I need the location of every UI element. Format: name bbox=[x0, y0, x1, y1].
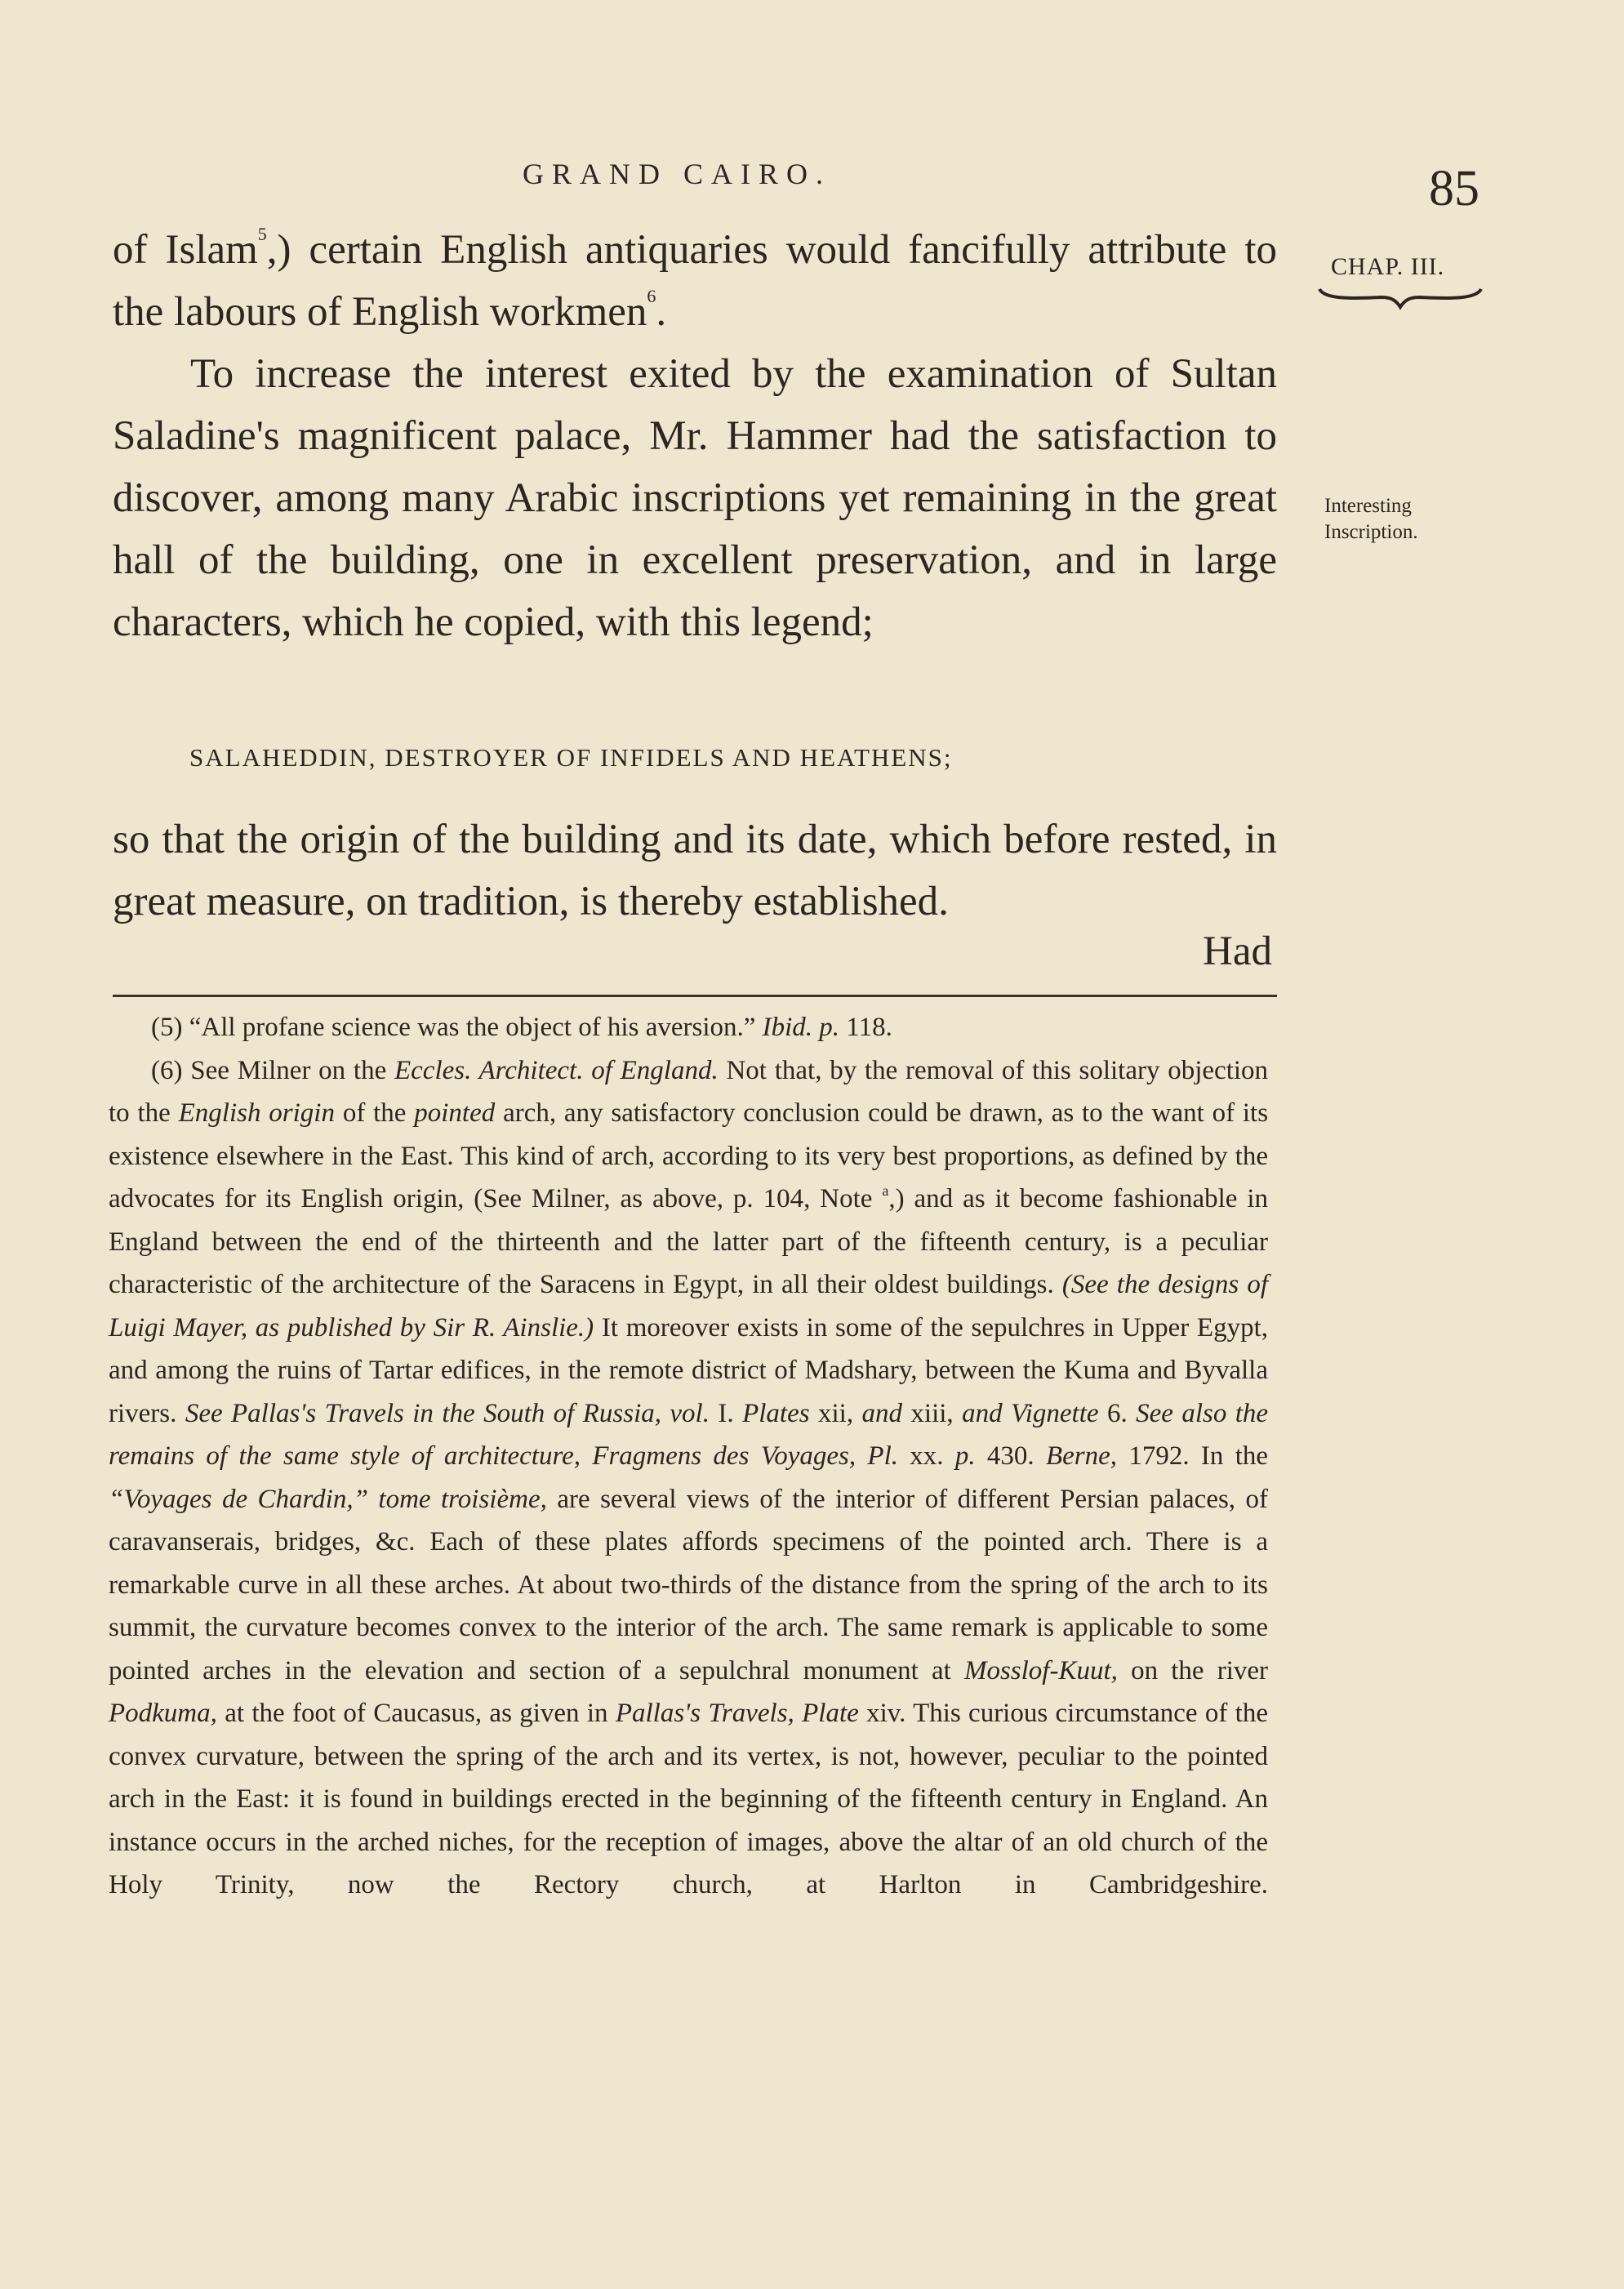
page-number: 85 bbox=[1429, 161, 1479, 216]
footnote-6-label: (6) bbox=[151, 1055, 183, 1085]
footnotes bbox=[109, 1006, 1268, 1949]
fn6-text-10: 6. bbox=[1106, 1398, 1128, 1428]
main-text bbox=[113, 219, 1277, 653]
paragraph-3: so that the origin of the building and its date, which before rested, in great measure, on tradition, is thereby established. bbox=[113, 817, 1277, 924]
fn6-italic-3: pointed bbox=[414, 1098, 496, 1128]
fn6-italic-5: See Pallas's Travels in the South of Russia, vol. bbox=[185, 1398, 710, 1428]
chapter-marker: CHAP. III. bbox=[1331, 253, 1445, 280]
footnote-5-cite: Ibid. p. bbox=[762, 1013, 840, 1042]
fn6-text-5: ,) and as it become fashionable in England between the end of the thirteenth and the latter part of the fifteenth century, is a peculiar characteristic of the architecture of the Saracens in Egypt, in all their oldest buildings. bbox=[109, 1184, 1269, 1299]
fn6-italic-9: See also the remains of the same style of architecture, Fragmens des Voyages, Pl. bbox=[109, 1398, 1269, 1471]
side-note-line-2: Inscription. bbox=[1324, 521, 1418, 543]
footnote-5-text: “All profane science was the object of his aversion.” bbox=[189, 1013, 756, 1042]
fn6-italic-11: Berne, bbox=[1045, 1441, 1118, 1471]
fn6-italic-8: and Vignette bbox=[962, 1398, 1099, 1428]
fn6-text-16: at the foot of Caucasus, as given in bbox=[225, 1699, 608, 1728]
paragraph-2: To increase the interest exited by the examination of Sultan Saladine's magnificent palace, Mr. Hammer had the satisfaction to discover, among many Arabic inscriptions yet remaining in the great hall of the building, one in excellent preservation, and in large characters, which he copied, with this legend; bbox=[113, 351, 1277, 645]
fn6-text-11: xx. bbox=[910, 1441, 944, 1471]
fn6-italic-13: Mosslof-Kuut, bbox=[963, 1655, 1118, 1686]
note-ref-6: 6 bbox=[647, 286, 656, 306]
fn6-italic-10: p. bbox=[954, 1441, 976, 1471]
fn6-italic-14: Podkuma, bbox=[109, 1699, 217, 1728]
footnote-6 bbox=[109, 1049, 1268, 1950]
note-ref-5: 5 bbox=[257, 224, 267, 244]
footnote-5-page: 118. bbox=[846, 1013, 892, 1042]
paragraph-1-mid: ,) certain English antiquaries would fancifully attribute to the labours of English workmen bbox=[113, 227, 1277, 335]
fn6-text-7: I. bbox=[718, 1398, 734, 1428]
inscription-legend: SALAHEDDIN, DESTROYER OF INFIDELS AND HEATHENS; bbox=[189, 743, 953, 772]
catchword: Had bbox=[1203, 929, 1272, 974]
fn6-text-14: are several views of the interior of different Persian palaces, of caravanserais, bridges, &c. Each of these plates affords specimens of the pointed arch. There is a remarkable curve in all these arches. At about two-thirds of the distance from the spring of the arch to its summit, the curvature becomes convex to the interior of the arch. The same remark is applicable to some pointed arches in the elevation and section of a sepulchral monument at bbox=[109, 1484, 1269, 1686]
fn6-text-13: 1792. In the bbox=[1128, 1441, 1269, 1471]
fn6-text-3: of the bbox=[342, 1098, 407, 1128]
fn6-note-a: a bbox=[882, 1182, 889, 1199]
fn6-text-4: arch, any satisfactory conclusion could be drawn, as to the want of its existence elsewhere in the East. This kind of arch, according to its very best proportions, as defined by the advocates for its English origin, (See Milner, as above, p. 104, Note bbox=[109, 1098, 1269, 1214]
side-note-line-1: Interesting bbox=[1324, 495, 1412, 517]
fn6-italic-6: Plates bbox=[742, 1398, 810, 1428]
footnote-5 bbox=[109, 1006, 1268, 1049]
paragraph-1-start: of Islam bbox=[113, 227, 258, 273]
fn6-text-12: 430. bbox=[986, 1441, 1034, 1471]
fn6-text-2: Not that, by the removal of this solitary objection to the bbox=[109, 1055, 1269, 1128]
continuation-text bbox=[113, 808, 1277, 933]
fn6-text-9: xiii, bbox=[910, 1398, 954, 1428]
fn6-text-6: It moreover exists in some of the sepulchres in Upper Egypt, and among the ruins of Tartar edifices, in the remote district of Madshary, between the Kuma and Byvalla rivers. bbox=[109, 1312, 1269, 1428]
footnote-rule bbox=[113, 995, 1277, 997]
fn6-text-1: See Milner on the bbox=[190, 1055, 387, 1085]
fn6-italic-2: English origin bbox=[178, 1098, 335, 1128]
curly-brace-icon bbox=[1316, 286, 1484, 318]
fn6-italic-4: (See the designs of Luigi Mayer, as published by Sir R. Ainslie.) bbox=[109, 1270, 1268, 1343]
paragraph-1-end: . bbox=[656, 289, 667, 335]
running-head: GRAND CAIRO. bbox=[523, 158, 832, 190]
fn6-text-17: xiv. This curious circumstance of the convex curvature, between the spring of the arch and its vertex, is not, however, peculiar to the pointed arch in the East: it is found in buildings erected in the beginning of the fifteenth century in England. An instance occurs in the arched niches, for the reception of images, above the altar of an old church of the Holy Trinity, now the Rectory church, at Harlton in Cambridgeshire. bbox=[109, 1699, 1269, 1899]
fn6-italic-15: Pallas's Travels, Plate bbox=[615, 1699, 859, 1728]
fn6-italic-12: “Voyages de Chardin,” tome troisième, bbox=[109, 1484, 547, 1514]
side-note bbox=[1324, 493, 1418, 546]
footnote-5-label: (5) bbox=[151, 1013, 183, 1042]
fn6-italic-1: Eccles. Architect. of England. bbox=[394, 1055, 719, 1085]
fn6-italic-7: and bbox=[861, 1398, 902, 1428]
fn6-text-8: xii, bbox=[817, 1398, 854, 1428]
fn6-text-15: on the river bbox=[1131, 1655, 1269, 1686]
paragraph-1 bbox=[113, 219, 1277, 343]
